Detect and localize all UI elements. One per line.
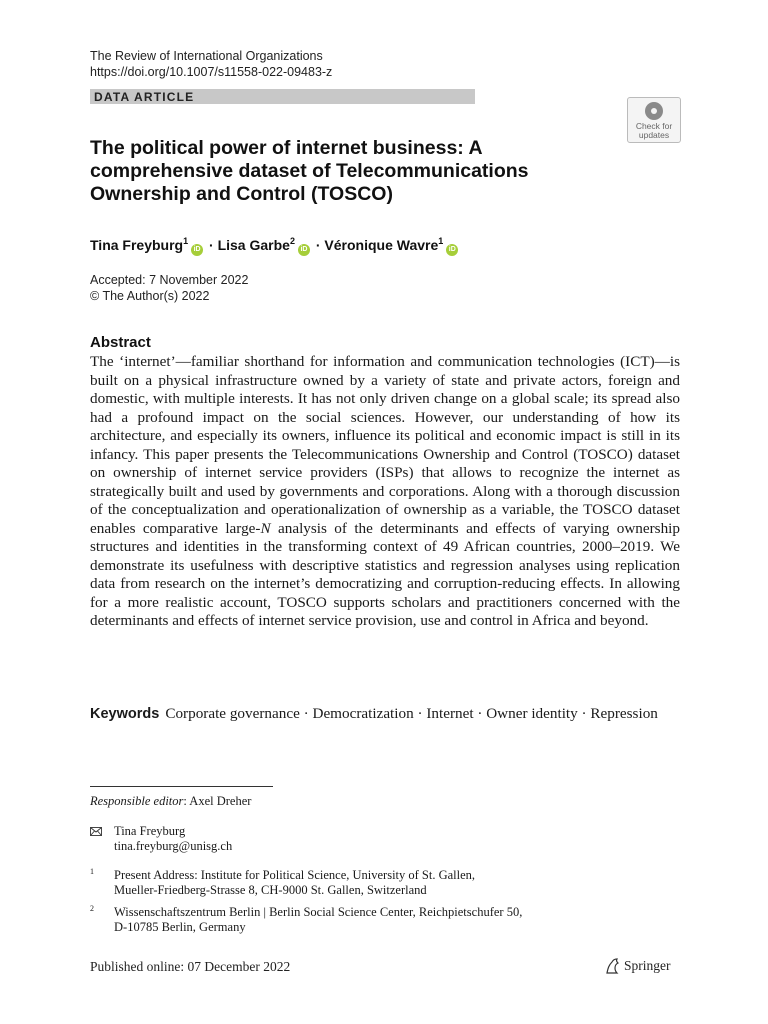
author-separator: ·: [209, 237, 214, 253]
accepted-date: Accepted: 7 November 2022: [90, 273, 249, 287]
editor-name: : Axel Dreher: [183, 794, 252, 808]
orcid-icon[interactable]: iD: [191, 244, 203, 256]
envelope-icon: [90, 827, 102, 836]
publisher-name: Springer: [624, 958, 671, 973]
editor-label: Responsible editor: [90, 794, 184, 808]
keywords-label: Keywords: [90, 706, 160, 722]
corresponding-author: [114, 824, 232, 854]
abstract-heading: Abstract: [90, 334, 151, 351]
article-type-label: DATA ARTICLE: [94, 90, 195, 104]
article-title: The political power of internet business: A comprehensive dataset of Telecommunications Ownership and Control (TOSCO): [90, 137, 529, 205]
abstract-italic-n: N: [260, 519, 271, 537]
abstract-part: analysis of the determinants and effects of varying ownership structures and identities in the transforming context of 49 African countries, 2000–2019. We demonstrate its usefulness with descriptive statistics and regression analyses using replication data from research on the internet’s democratizing and corruption-reducing effects. In allowing for a more realistic account, TOSCO supports scholars and practitioners concerned with the determinants and effects of internet service provision, use and control in Africa and beyond.: [90, 519, 680, 629]
author-list: [90, 231, 460, 256]
author-name: Véronique Wavre: [324, 237, 439, 253]
springer-horse-icon: [604, 957, 622, 975]
article-type-banner: [90, 89, 475, 104]
footnote-2: [114, 905, 522, 935]
author-affiliation: 2: [289, 236, 295, 246]
journal-header: [90, 48, 332, 80]
journal-doi[interactable]: https://doi.org/10.1007/s11558-022-09483-z: [90, 65, 333, 79]
article-dates: [90, 273, 248, 304]
orcid-icon[interactable]: iD: [446, 244, 458, 256]
responsible-editor: [90, 793, 251, 809]
crossmark-line1: Check for: [635, 121, 673, 131]
orcid-icon[interactable]: iD: [298, 244, 310, 256]
footnote-number: 2: [90, 904, 94, 913]
author-name: Lisa Garbe: [217, 237, 290, 253]
keywords: [90, 705, 680, 724]
footnote-1: [114, 868, 475, 898]
crossmark-icon: [645, 102, 663, 120]
crossmark-line2: updates: [638, 130, 670, 140]
copyright-notice: © The Author(s) 2022: [90, 288, 210, 303]
footnote-line: Present Address: Institute for Political Science, University of St. Gallen,: [114, 868, 476, 882]
author-affiliation: 1: [183, 236, 189, 246]
contact-email[interactable]: tina.freyburg@unisg.ch: [114, 839, 233, 853]
author-separator: ·: [315, 237, 321, 253]
contact-name: Tina Freyburg: [114, 824, 186, 838]
footnote-line: Wissenschaftszentrum Berlin | Berlin Social Science Center, Reichpietschufer 50,: [114, 905, 523, 919]
author-affiliation: 1: [438, 236, 444, 246]
abstract-part: The ‘internet’—familiar shorthand for information and communication technologies (ICT)—is built on a physical infrastructure owned by a variety of state and private actors, foreign and domestic, with multiple interests. It has not only driven change on a global scale; its spread also had a profound impact on the social sciences. However, our understanding of how its architecture, and especially its owners, influence its political and economic impact is still in its infancy. This paper presents the Telecommunications Ownership and Control (TOSCO) dataset on ownership of internet service providers (ISPs) that allows to recognize the internet as strategically built and used by governments and corporations. Along with a thorough discussion of the conceptualization and operationalization of ownership as a variable, the TOSCO dataset enables comparative large-: [90, 353, 680, 537]
footnote-line: Mueller-Friedberg-Strasse 8, CH-9000 St. Gallen, Switzerland: [114, 883, 427, 897]
check-for-updates-badge[interactable]: [627, 97, 681, 143]
journal-name: The Review of International Organizations: [90, 49, 323, 63]
footnote-line: D-10785 Berlin, Germany: [114, 920, 246, 934]
published-online: Published online: 07 December 2022: [90, 959, 291, 974]
abstract-text: [90, 353, 680, 631]
footnote-rule: [90, 786, 273, 787]
footnote-number: 1: [90, 867, 94, 876]
keywords-list: Corporate governance · Democratization · Internet · Owner identity · Repression: [165, 705, 658, 722]
author-name: Tina Freyburg: [90, 237, 184, 253]
